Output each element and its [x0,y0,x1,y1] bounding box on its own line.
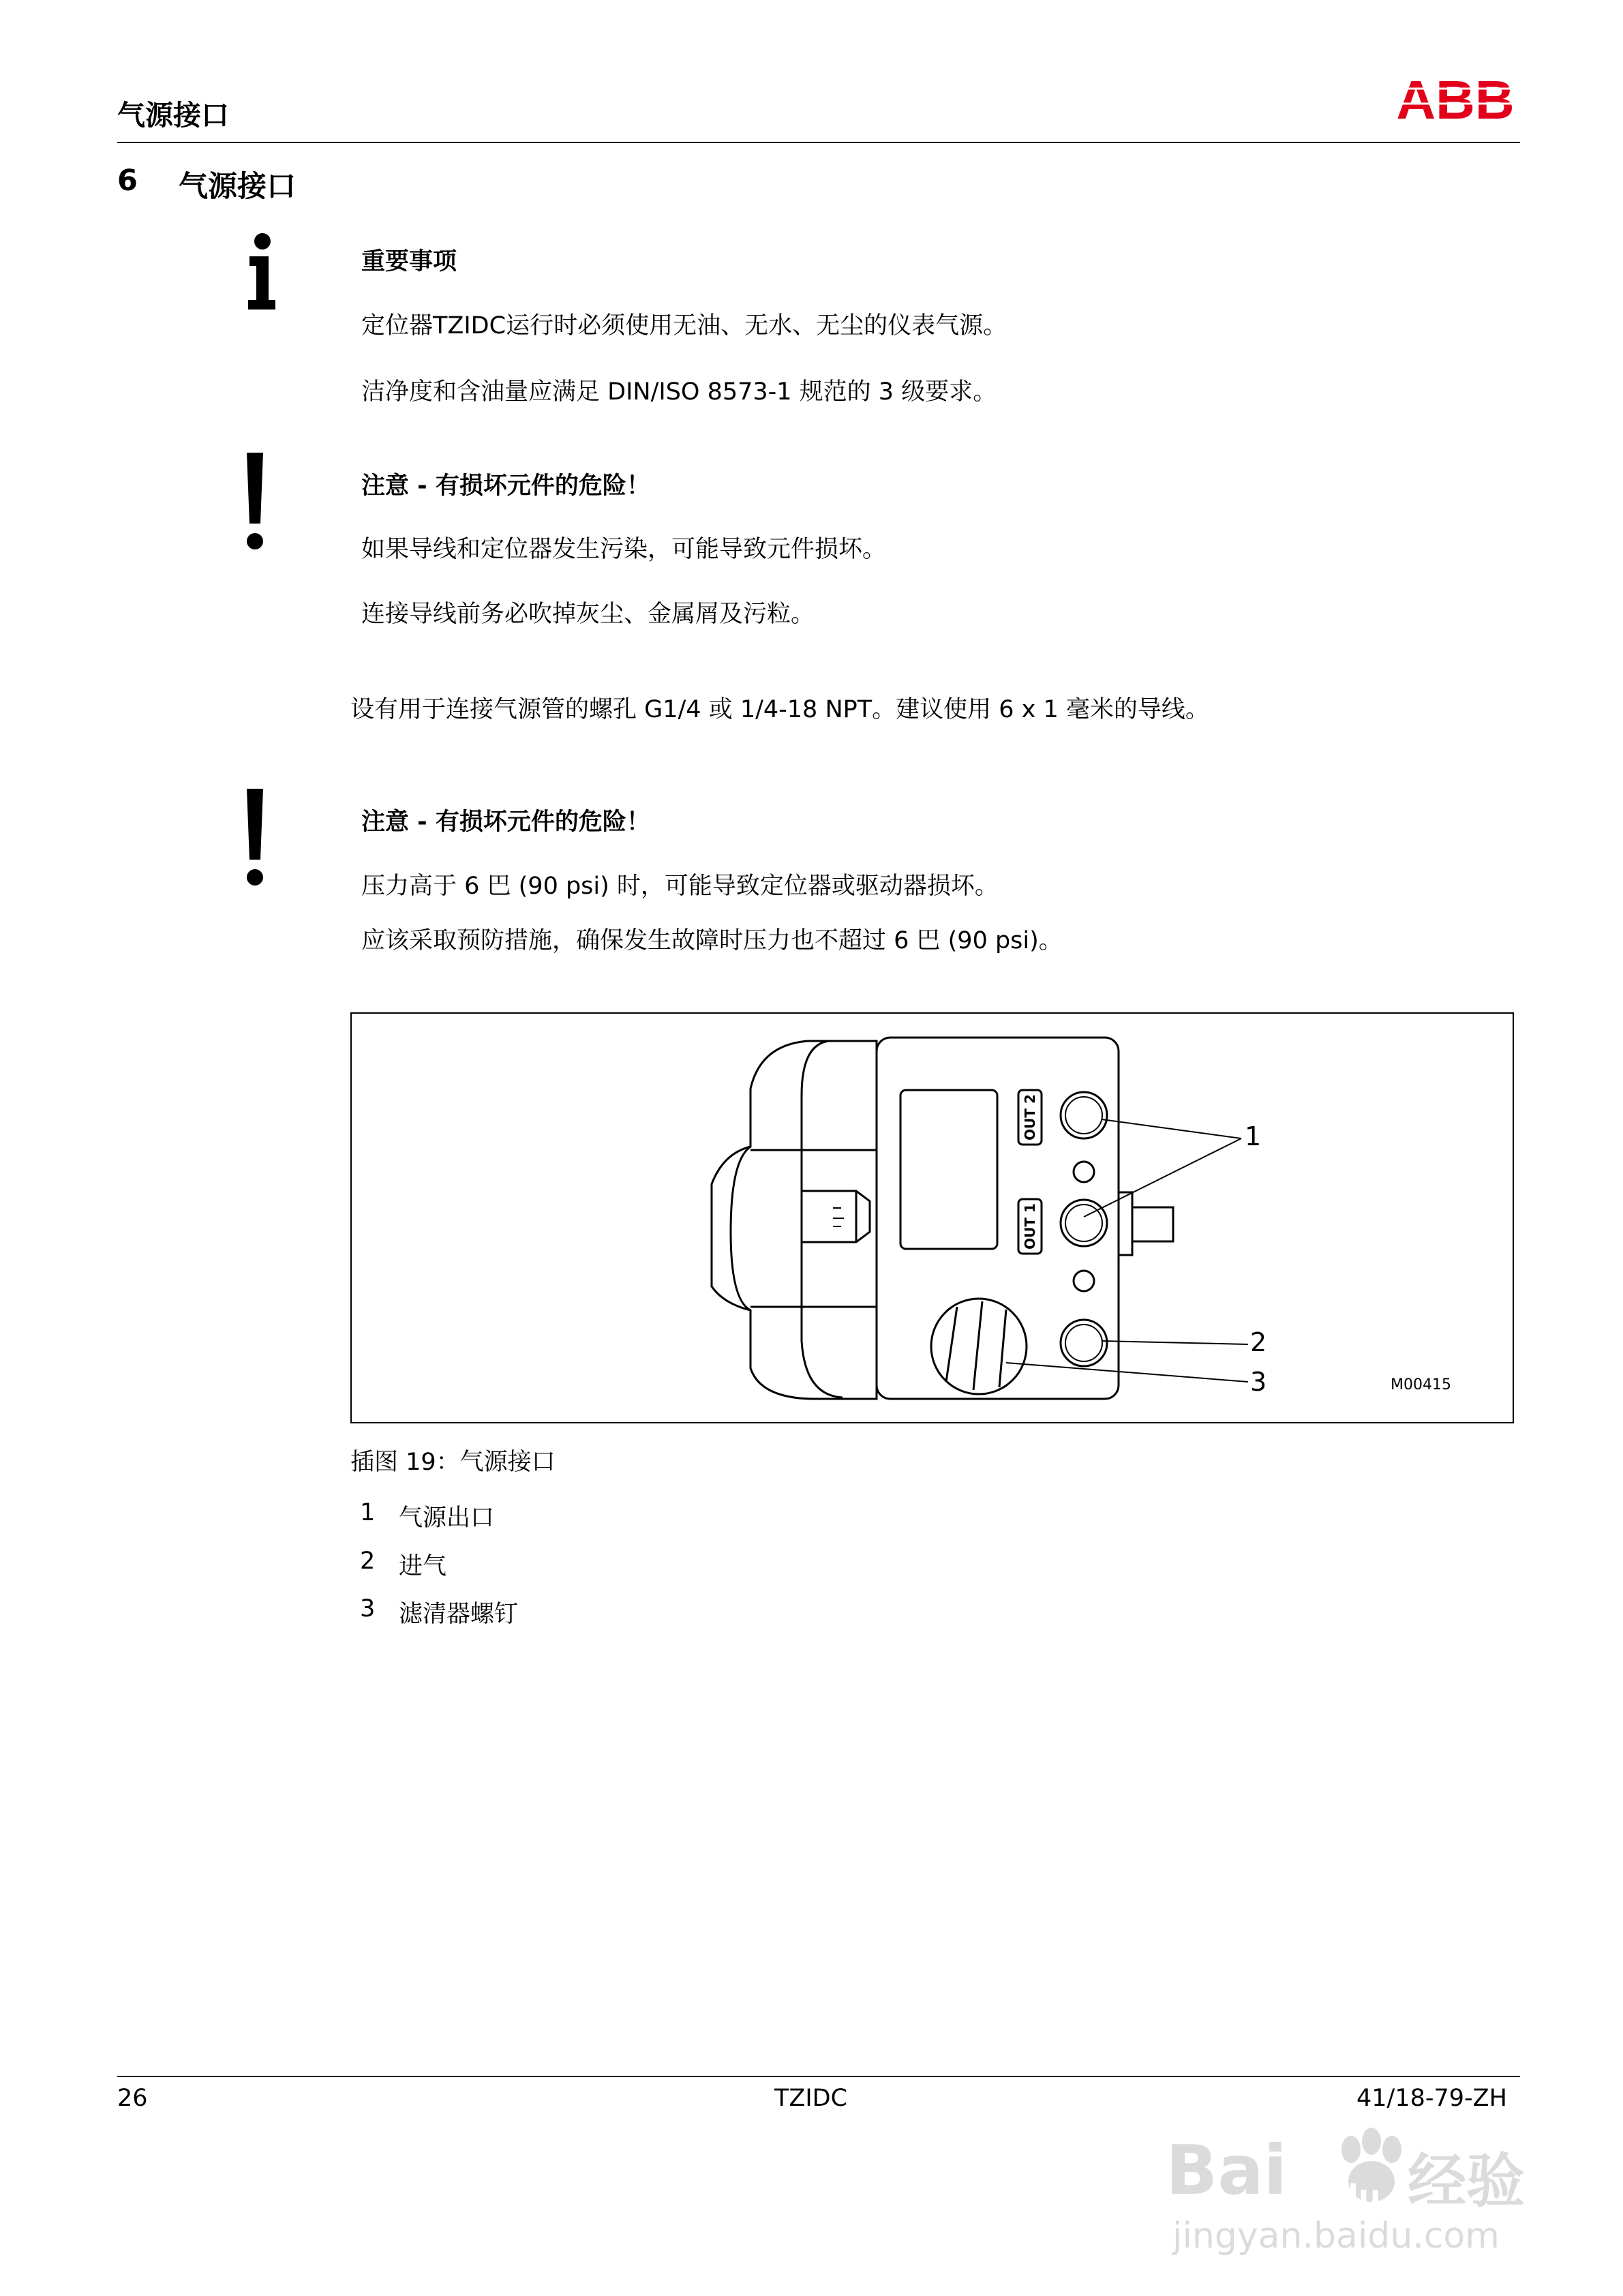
running-header-title: 气源接口 [117,99,229,132]
exclamation-icon [243,786,267,888]
out2-label-box [1018,1090,1042,1145]
figure-caption: 插图 19：气源接口 [350,1449,556,1476]
callout-3: 3 [1250,1367,1267,1397]
header-rule [117,142,1520,143]
baidu-watermark [1159,2076,1534,2267]
abb-logo [1394,74,1517,127]
watermark-url: jingyan.baidu.com [1172,2216,1500,2256]
legend-num: 3 [360,1595,376,1622]
section-number: 6 [117,164,138,198]
info-icon [244,232,278,312]
legend-num: 2 [360,1547,376,1575]
note-text: 压力高于 6 巴 (90 psi) 时，可能导致定位器或驱动器损坏。 [361,873,999,900]
svg-text:ABB: ABB [1396,74,1515,127]
section-title: 气源接口 [179,170,296,204]
note-heading: 重要事项 [361,248,457,275]
watermark-cn: 经验 [1408,2147,1525,2216]
legend-text: 滤清器螺钉 [399,1601,519,1628]
out1-label: OUT 1 [1022,1203,1039,1250]
note-text: 连接导线前务必吹掉灰尘、金属屑及污粒。 [361,601,815,628]
figure-code: M00415 [1391,1376,1451,1393]
callout-1: 1 [1245,1121,1262,1151]
legend-text: 进气 [399,1553,447,1580]
footer-doc-number: 41/18-79-ZH [1356,2085,1507,2112]
out2-label: OUT 2 [1022,1094,1039,1141]
footer-product: TZIDC [774,2085,848,2112]
note-text: 如果导线和定位器发生污染，可能导致元件损坏。 [361,536,887,563]
callout-2: 2 [1250,1327,1267,1357]
note-text: 应该采取预防措施，确保发生故障时压力也不超过 6 巴 (90 psi)。 [361,927,1063,954]
body-paragraph: 设有用于连接气源管的螺孔 G1/4 或 1/4-18 NPT。建议使用 6 x 1 毫米的导线。 [350,696,1209,723]
legend-text: 气源出口 [399,1505,495,1532]
watermark-brand2: du [1336,2178,1381,2215]
figure-frame [350,1012,1514,1423]
note-heading: 注意 - 有损坏元件的危险！ [361,809,650,836]
note-heading: 注意 - 有损坏元件的危险！ [361,472,650,500]
legend-num: 1 [360,1499,376,1526]
note-text: 定位器TZIDC运行时必须使用无油、无水、无尘的仪表气源。 [361,312,1007,339]
page-number: 26 [117,2085,148,2112]
positioner-diagram [352,1014,1513,1422]
out1-label-box [1018,1199,1042,1254]
exclamation-icon [243,450,267,552]
watermark-brand: Bai [1166,2130,1287,2210]
note-text: 洁净度和含油量应满足 DIN/ISO 8573-1 规范的 3 级要求。 [361,378,997,406]
